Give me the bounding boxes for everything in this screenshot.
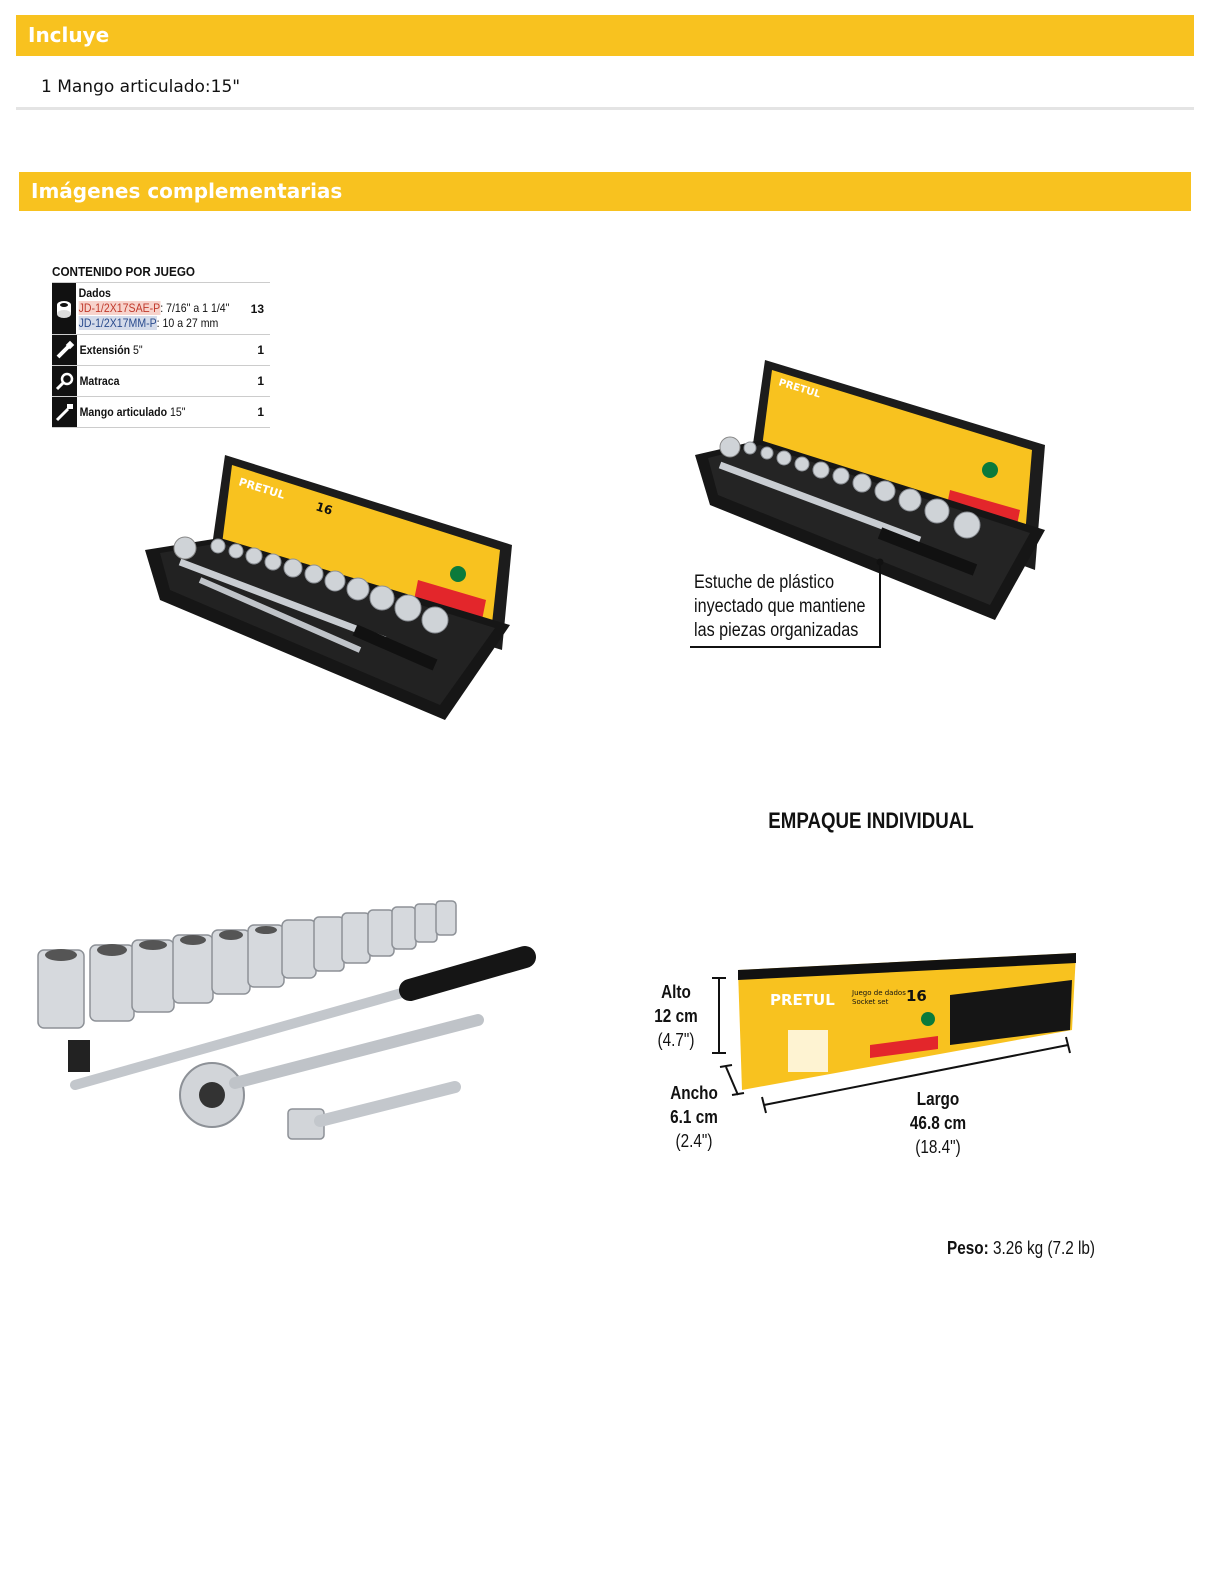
extension-icon	[52, 335, 77, 365]
brand-label: PRETUL	[237, 475, 287, 502]
incluye-item: 1 Mango articulado:15"	[41, 77, 241, 97]
peso-line: Peso: 3.26 kg (7.2 lb)	[947, 1238, 1096, 1258]
open-case-image	[140, 450, 520, 725]
box-name-en: Socket set	[852, 998, 889, 1006]
contents-row-matraca: Matraca 1	[52, 366, 270, 397]
tools-image	[30, 895, 540, 1155]
contents-row-dados: Dados JD-1/2X17SAE-P: 7/16" a 1 1/4" JD-1/2X17MM-P: 10 a 27 mm 13	[52, 283, 270, 335]
imagenes-header: Imágenes complementarias	[19, 172, 1191, 211]
alto-label: Alto 12 cm (4.7")	[654, 982, 698, 1050]
box-name-es: Juego de dados	[852, 989, 906, 997]
contents-title: CONTENIDO POR JUEGO	[52, 264, 196, 279]
box-pieces: 16	[906, 987, 927, 1005]
socket-icon	[52, 283, 76, 334]
contents-table	[52, 264, 270, 428]
largo-label: Largo 46.8 cm (18.4")	[909, 1089, 967, 1157]
contents-row-mango: Mango articulado 15" 1	[52, 397, 270, 428]
pieces-label: 16	[314, 499, 335, 518]
incluye-header: Incluye	[16, 15, 1194, 56]
packaging-box-image	[700, 945, 1090, 1125]
packaging-title: EMPAQUE INDIVIDUAL	[768, 808, 974, 833]
ancho-label: Ancho 6.1 cm (2.4")	[670, 1083, 718, 1151]
ratchet-icon	[52, 366, 77, 396]
box-brand: PRETUL	[770, 991, 835, 1009]
divider	[16, 107, 1194, 110]
breaker-bar-icon	[52, 397, 77, 427]
case-callout-text: Estuche de plástico inyectado que mantiene las piezas organizadas	[694, 572, 866, 641]
brand-label-2: PRETUL	[777, 377, 822, 401]
contents-row-extension: Extensión 5" 1	[52, 335, 270, 366]
